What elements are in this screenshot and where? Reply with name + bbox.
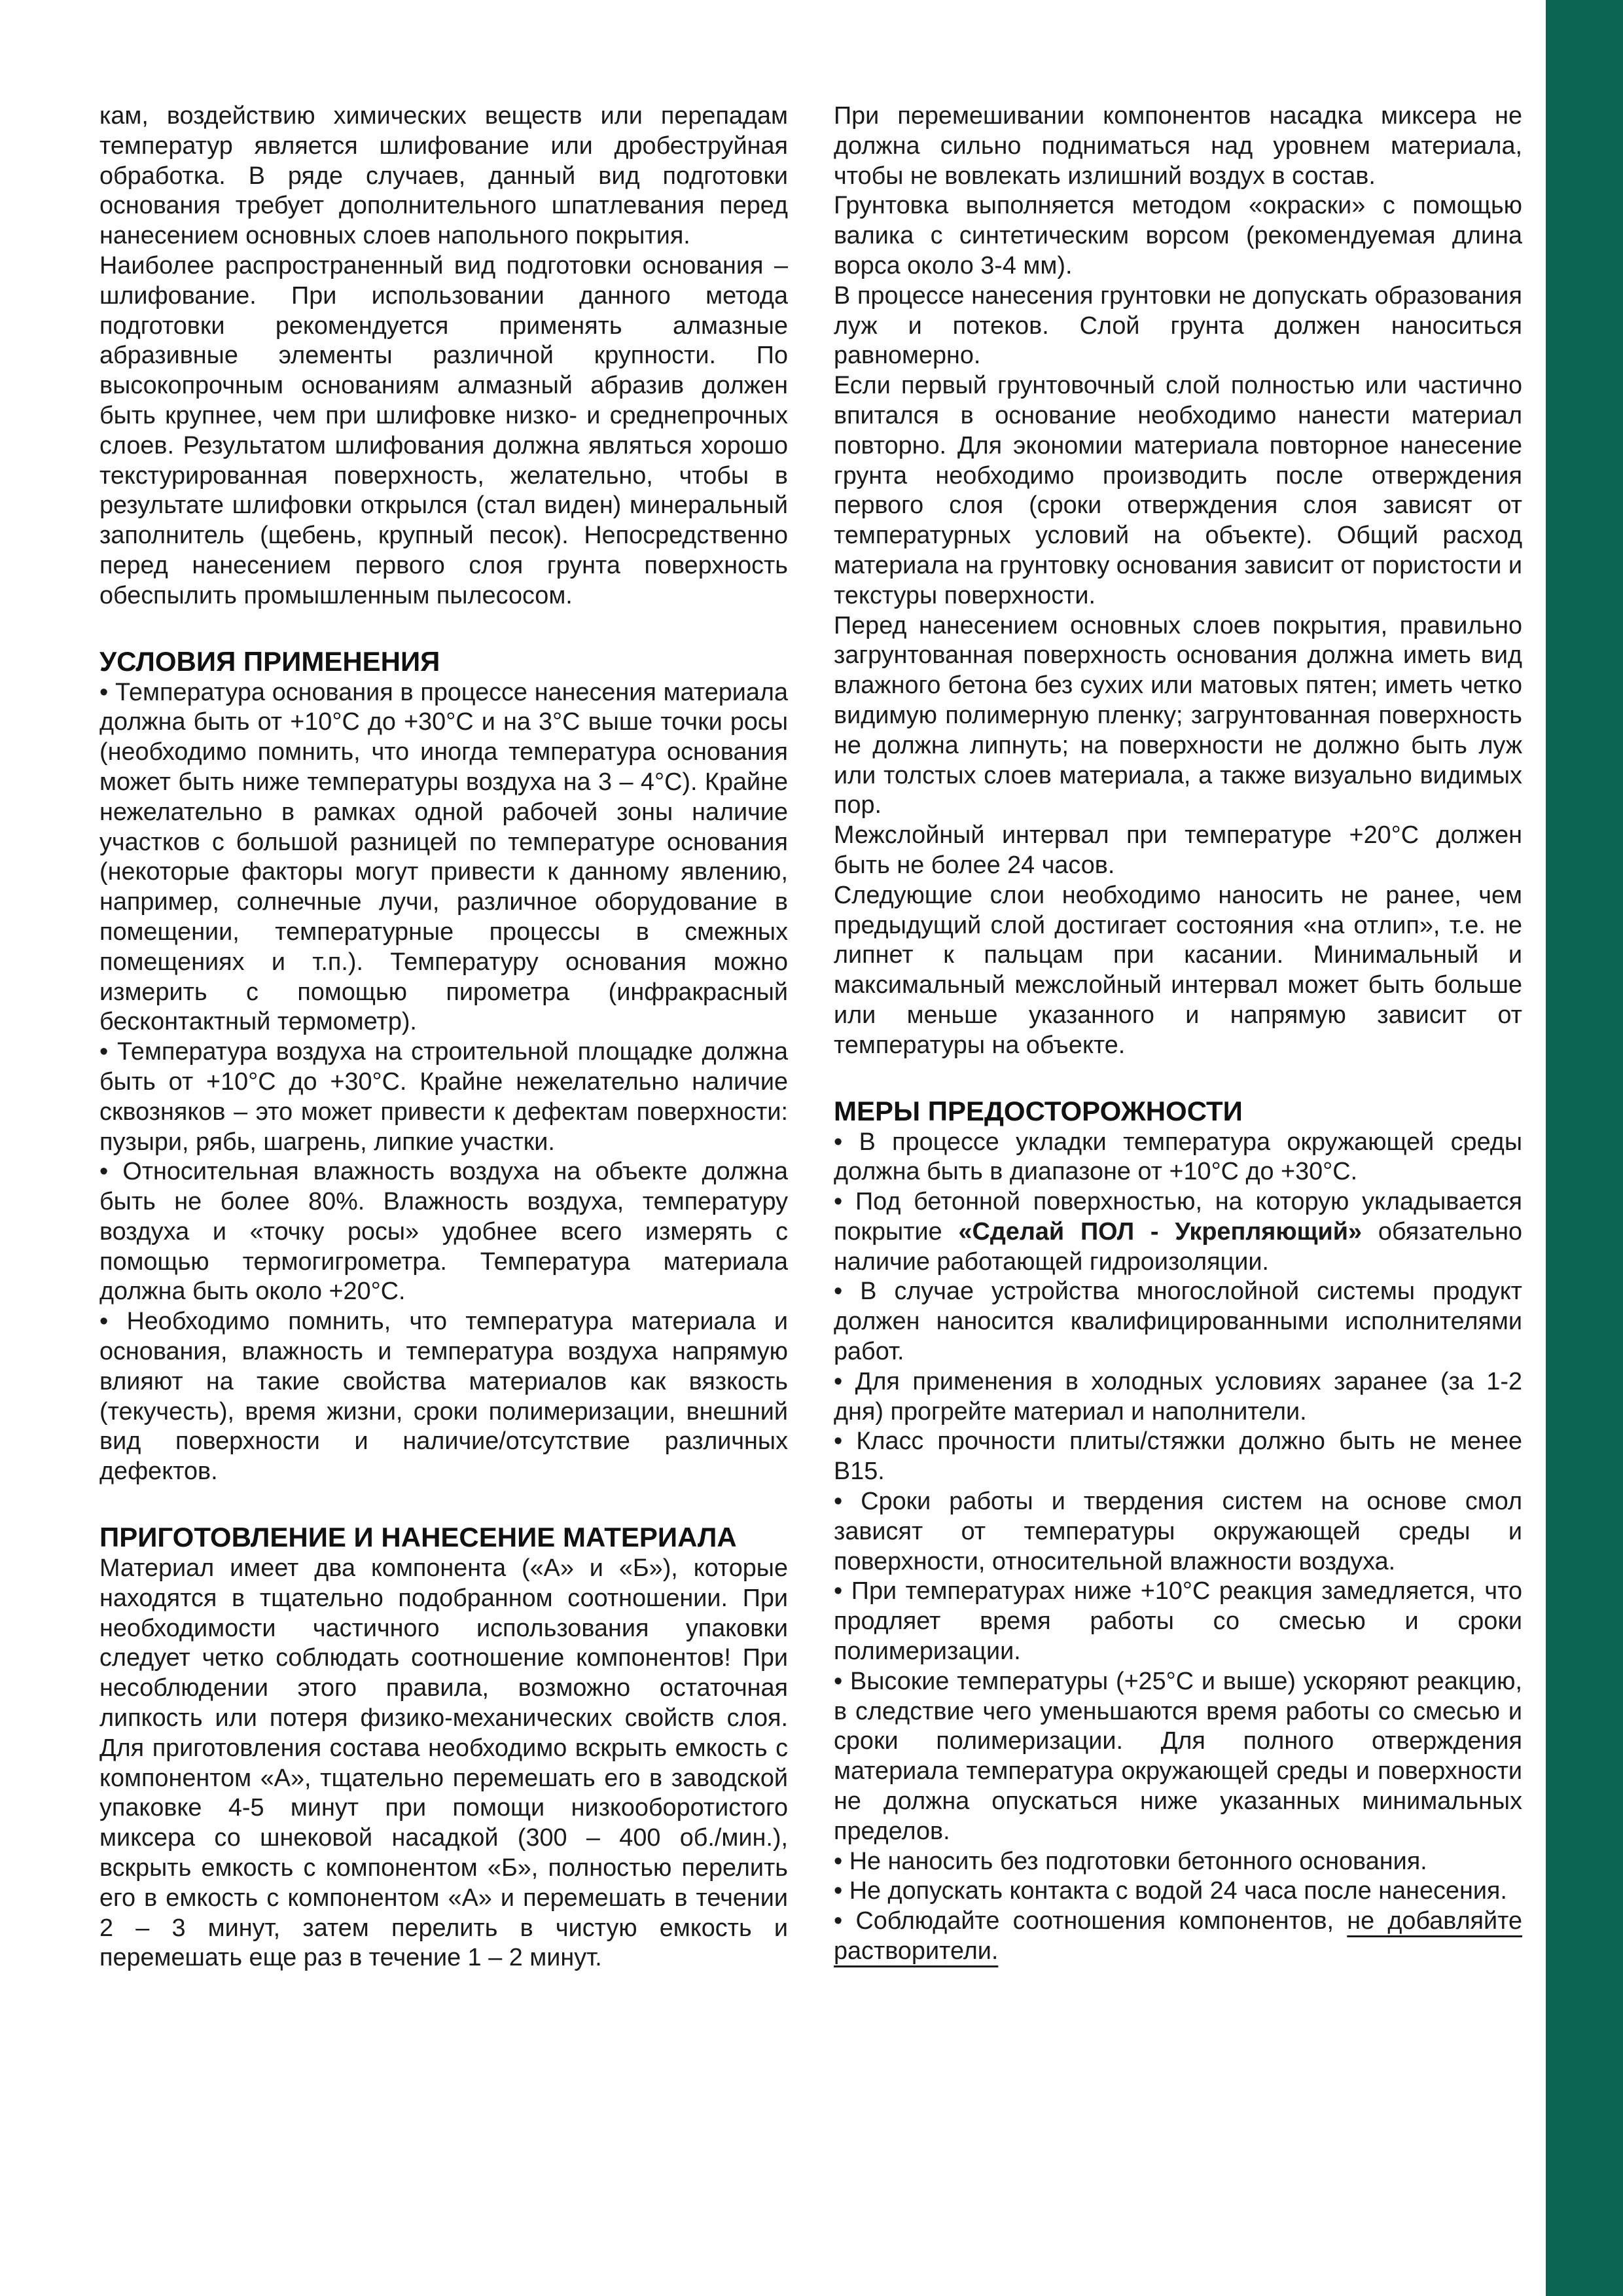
paragraph-mixer: При перемешивании компонентов насадка миксера не должна сильно подниматься над уровнем материала, чтобы не вовлекать излишний воздух в состав.	[834, 102, 1522, 190]
precaution-strength-class: • Класс прочности плиты/стяжки должно быть не менее В15.	[834, 1427, 1522, 1486]
precaution-no-preparation: • Не наносить без подготовки бетонного основания.	[834, 1847, 1427, 1875]
paragraph-interlayer-interval: Межслойный интервал при температуре +20°С должен быть не более 24 часов.	[834, 821, 1522, 879]
paragraph-next-layers: Следующие слои необходимо наносить не ранее, чем предыдущий слой достигает состояния «на отлип», т.е. не липнет к пальцам при касании. Минимальный и максимальный межслойный интервал может быть больше или меньше указанного и напрямую зависит от температуры на объекте.	[834, 881, 1522, 1059]
right-column	[834, 101, 1522, 1967]
heading-precautions: МЕРЫ ПРЕДОСТОРОЖНОСТИ	[834, 1095, 1243, 1126]
precaution-high-temperature: • Высокие температуры (+25°С и выше) ускоряют реакцию, в следствие чего уменьшаются время работы со смесью и сроки полимеризации. Для полного отверждения материала температура окружающей среды и поверхности не должна опускаться ниже указанных минимальных пределов.	[834, 1667, 1522, 1845]
precaution-water: • Не допускать контакта с водой 24 часа после нанесения.	[834, 1877, 1507, 1905]
condition-humidity: • Относительная влажность воздуха на объекте должна быть не более 80%. Влажность воздуха, температуру воздуха и «точку росы» удобнее всего измерять с помощью термогигрометра. Температура материала должна быть около +20°С.	[99, 1158, 788, 1306]
left-column	[99, 101, 788, 1973]
paragraph-repeat-priming: Если первый грунтовочный слой полностью или частично впитался в основание необходимо нанести материал повторно. Для экономии материала повторное нанесение грунта необходимо производить после отверждения первого слоя (сроки отверждения слоя зависят от температурных условий на объекте). Общий расход материала на грунтовку основания зависит от пористости и текстуры поверхности.	[834, 372, 1522, 609]
paragraph-priming-method: Грунтовка выполняется методом «окраски» с помощью валика с синтетическим ворсом (рекомендуемая длина ворса около 3-4 мм).	[834, 192, 1522, 279]
condition-base-temperature: • Температура основания в процессе нанесения материала должна быть от +10°С до +30°С и на 3°С выше точки росы (необходимо помнить, что иногда температура основания может быть ниже температуры воздуха на 3 – 4°С). Крайне нежелательно в рамках одной рабочей зоны наличие участков с большой разницей по температуре основания (некоторые факторы могут привести к данному явлению, например, солнечные лучи, различное оборудование в помещении, температурные процессы в смежных помещениях и т.п.). Температуру основания можно измерить с помощью пирометра (инфракрасный бесконтактный термометр).	[99, 678, 788, 1036]
precaution-temperature: • В процессе укладки температура окружающей среды должна быть в диапазоне от +10°С до +30°С.	[834, 1128, 1522, 1186]
no-solvents-underlined: не добавляйте растворители.	[834, 1907, 1523, 1965]
paragraph-grinding: Наиболее распространенный вид подготовки основания – шлифование. При использовании данного метода подготовки рекомендуется применять алмазные абразивные элементы различной крупности. По высокопрочным основаниям алмазный абразив должен быть крупнее, чем при шлифовке низко- и среднепрочных слоев. Результатом шлифования должна являться хорошо текстурированная поверхность, желательно, чтобы в результате шлифовки открылся (стал виден) минеральный заполнитель (щебень, крупный песок). Непосредственно перед нанесением первого слоя грунта поверхность обеспылить промышленным пылесосом.	[99, 251, 788, 609]
paragraph-mixing: Материал имеет два компонента («А» и «Б»), которые находятся в тщательно подобранном соотношении. При необходимости частичного использования упаковки следует четко соблюдать соотношение компонентов! При несоблюдении этого правила, возможно остаточная липкость или потеря физико-механических свойств слоя. Для приготовления состава необходимо вскрыть емкость с компонентом «А», тщательно перемешать его в заводской упаковке 4-5 минут при помощи низкооборотистого миксера со шнековой насадкой (300 – 400 об./мин.), вскрыть емкость с компонентом «Б», полностью перелить его в емкость с компонентом «А» и перемешать в течении 2 – 3 минут, затем перелить в чистую емкость и перемешать еще раз в течение 1 – 2 минут.	[99, 1554, 788, 1972]
paragraph-grinding-intro: кам, воздействию химических веществ или перепадам температур является шлифование или дробеструйная обработка. В ряде случаев, данный вид подготовки основания требует дополнительного шпатлевания перед нанесением основных слоев напольного покрытия.	[99, 102, 788, 250]
heading-preparation: ПРИГОТОВЛЕНИЕ И НАНЕСЕНИЕ МАТЕРИАЛА	[99, 1522, 737, 1553]
green-side-band	[1546, 0, 1623, 2296]
precaution-waterproofing-post: обязательно наличие работающей гидроизоляции.	[834, 1217, 1522, 1276]
product-name: «Сделай ПОЛ - Укрепляющий»	[958, 1217, 1363, 1246]
precaution-waterproofing-pre: • Под бетонной поверхностью, на которую укладывается покрытие	[834, 1188, 1522, 1246]
heading-conditions: УСЛОВИЯ ПРИМЕНЕНИЯ	[99, 645, 440, 677]
paragraph-primed-surface: Перед нанесением основных слоев покрытия, правильно загрунтованная поверхность основания должна иметь вид влажного бетона без сухих или матовых пятен; иметь четко видимую полимерную пленку; загрунтованная поверхность не должна липнуть; на поверхности не должно быть луж или толстых слоев материала, а также визуально видимых пор.	[834, 611, 1522, 819]
precaution-waterproofing	[834, 1187, 1522, 1277]
precaution-low-temperature: • При температурах ниже +10°С реакция замедляется, что продляет время работы со смесью и сроки полимеризации.	[834, 1577, 1522, 1666]
precaution-curing-time: • Сроки работы и твердения систем на основе смол зависят от температуры окружающей среды и поверхности, относительной влажности воздуха.	[834, 1488, 1522, 1575]
precaution-qualified: • В случае устройства многослойной системы продукт должен наносится квалифицированными исполнителями работ.	[834, 1278, 1522, 1366]
precaution-cold: • Для применения в холодных условиях заранее (за 1-2 дня) прогрейте материал и наполнители.	[834, 1367, 1522, 1426]
precaution-ratio	[834, 1907, 1522, 1967]
paragraph-priming-puddles: В процессе нанесения грунтовки не допускать образования луж и потеков. Слой грунта должен наноситься равномерно.	[834, 281, 1522, 370]
precaution-ratio-pre: • Соблюдайте соотношения компонентов,	[834, 1907, 1347, 1935]
condition-air-temperature: • Температура воздуха на строительной площадке должна быть от +10°С до +30°С. Крайне нежелательно наличие сквозняков – это может привести к дефектам поверхности: пузыри, рябь, шагрень, липкие участки.	[99, 1038, 788, 1156]
condition-properties: • Необходимо помнить, что температура материала и основания, влажность и температура воздуха напрямую влияют на такие свойства материалов как вязкость (текучесть), время жизни, сроки полимеризации, внешний вид поверхности и наличие/отсутствие различных дефектов.	[99, 1308, 788, 1486]
